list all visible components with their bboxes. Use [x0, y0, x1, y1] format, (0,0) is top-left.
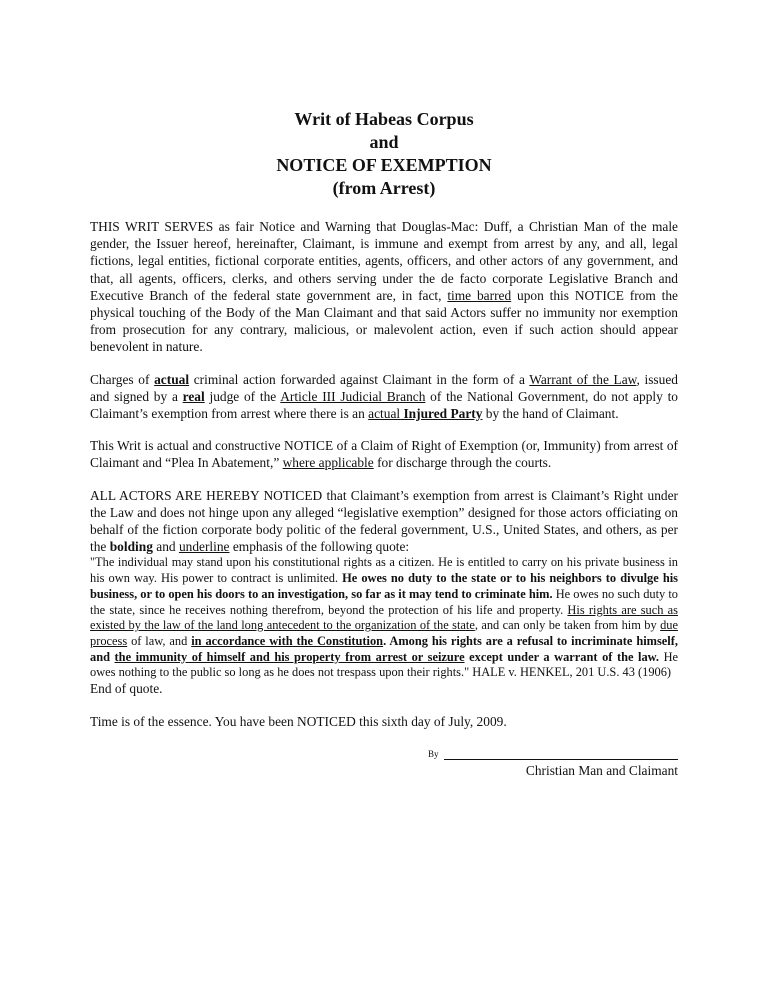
title-line-3: NOTICE OF EXEMPTION [276, 155, 492, 175]
p3-text-c: for discharge through the courts. [373, 455, 552, 471]
p3-text-a: This Writ is actual and constructive NOTICE of a Claim of Right of Exemption (or, Immunity) from arrest of Claimant and “Plea In Abatement,” [90, 438, 678, 471]
p2-actual: actual [154, 371, 190, 387]
quote-bold-i: . Among his rights are a refusal to incriminate himself, and [90, 633, 678, 664]
p4-underline: underline [178, 539, 230, 555]
quote-underline-d: His rights are such as existed by the law of the land long antecedent to the organization of the state [90, 602, 678, 633]
quote-due-process: due process [90, 618, 678, 648]
p1-text-c: upon this NOTICE from the physical touching of the Body of the Man Claimant and that said Actors suffer no immunity nor exemption from prosecution for any contrary, malicious, or malevolent action, even if such action should appear benevolent in nature. [90, 287, 678, 355]
p3-where-applicable: where applicable [282, 455, 374, 471]
p2-warrant-of-the-law: Warrant of the Law [529, 371, 637, 387]
quote-constitution: in accordance with the Constitution [191, 633, 384, 648]
quote-text-a: "The individual may stand upon his constitutional rights as a citizen. He is entitled to carry on his private business in his own way. His power to contract is unlimited. [90, 555, 678, 586]
quote-text-c: He owes no such duty to the state, since he receives nothing therefrom, beyond the protection of his life and property. [90, 586, 678, 617]
quote-bold-k: except under a warrant of the law. [464, 649, 660, 664]
p2-article-iii: Article III Judicial Branch [280, 388, 426, 404]
p2-text-i: of the National Government, do not apply to Claimant’s exemption from arrest where there is an [90, 388, 679, 422]
p2-text-e: , issued and signed by a [90, 371, 678, 404]
paragraph-this-writ [90, 437, 678, 471]
p2-text-g: judge of the [204, 388, 281, 404]
p4-bolding: bolding [109, 539, 153, 555]
title-line-4: (from Arrest) [332, 178, 436, 198]
p4-text-e: emphasis of the following quote: [229, 539, 410, 555]
p1-text-a: THIS WRIT SERVES as fair Notice and Warning that Douglas-Mac: Duff, a Christian Man of the male gender, the Issuer hereof, hereinafter, Claimant, is immune and exempt from arrest by any, and all, legal fictions, legal entities, fictional corporate entities, agents, officers, and other actors of any government, and that, all agents, officers, clerks, and others serving under the de facto corporate Legislative Branch and Executive Branch of the federal state government are, in fact, [90, 219, 678, 303]
signature-by-label: By [428, 748, 439, 759]
quote-end: End of quote. [90, 681, 163, 697]
paragraph-writ-serves [90, 218, 678, 356]
title-line-2: and [369, 132, 399, 152]
p2-real: real [182, 388, 205, 404]
p1-underline-time-barred: time barred [447, 287, 512, 303]
signature-caption: Christian Man and Claimant [525, 762, 678, 778]
p2-text-a: Charges of [90, 371, 155, 387]
p4-text-a: ALL ACTORS ARE HEREBY NOTICED that Claimant’s exemption from arrest is Claimant’s Right under the Law and does not hinge upon any alleged “legislative exemption” designed for those actors officiating on behalf of the fiction corporate body politic of the federal government, U.S., United States, and others, as per the [90, 487, 678, 555]
document-title [90, 108, 678, 200]
p2-text-m: by the hand of Claimant. [482, 406, 619, 422]
title-line-1: Writ of Habeas Corpus [294, 109, 474, 129]
paragraph-all-actors [90, 487, 678, 556]
p2-text-c: criminal action forwarded against Claimant in the form of a [189, 371, 530, 387]
quoted-passage [90, 555, 678, 697]
quote-text-e: , and can only be taken from him by [474, 618, 661, 633]
paragraph-charges [90, 371, 678, 423]
signature-line[interactable] [444, 759, 678, 760]
p2-actual-2: actual [368, 406, 401, 422]
paragraph-time-essence: Time is of the essence. You have been NOTICED this sixth day of July, 2009. [90, 713, 507, 729]
quote-text-l: He owes nothing to the public so long as he does not trespass upon their rights." HALE v. HENKEL, 201 U.S. 43 (1906) [90, 649, 679, 680]
quote-immunity: the immunity of himself and his property from arrest or seizure [114, 649, 465, 664]
quote-bold-b: He owes no duty to the state or to his neighbors to divulge his business, or to open his doors to an investigation, so far as it may tend to criminate him. [90, 571, 679, 601]
p2-injured-party: Injured Party [403, 406, 483, 422]
quote-text-g: of law, and [127, 633, 192, 648]
p4-text-c: and [152, 539, 179, 555]
signature-block [90, 745, 678, 795]
